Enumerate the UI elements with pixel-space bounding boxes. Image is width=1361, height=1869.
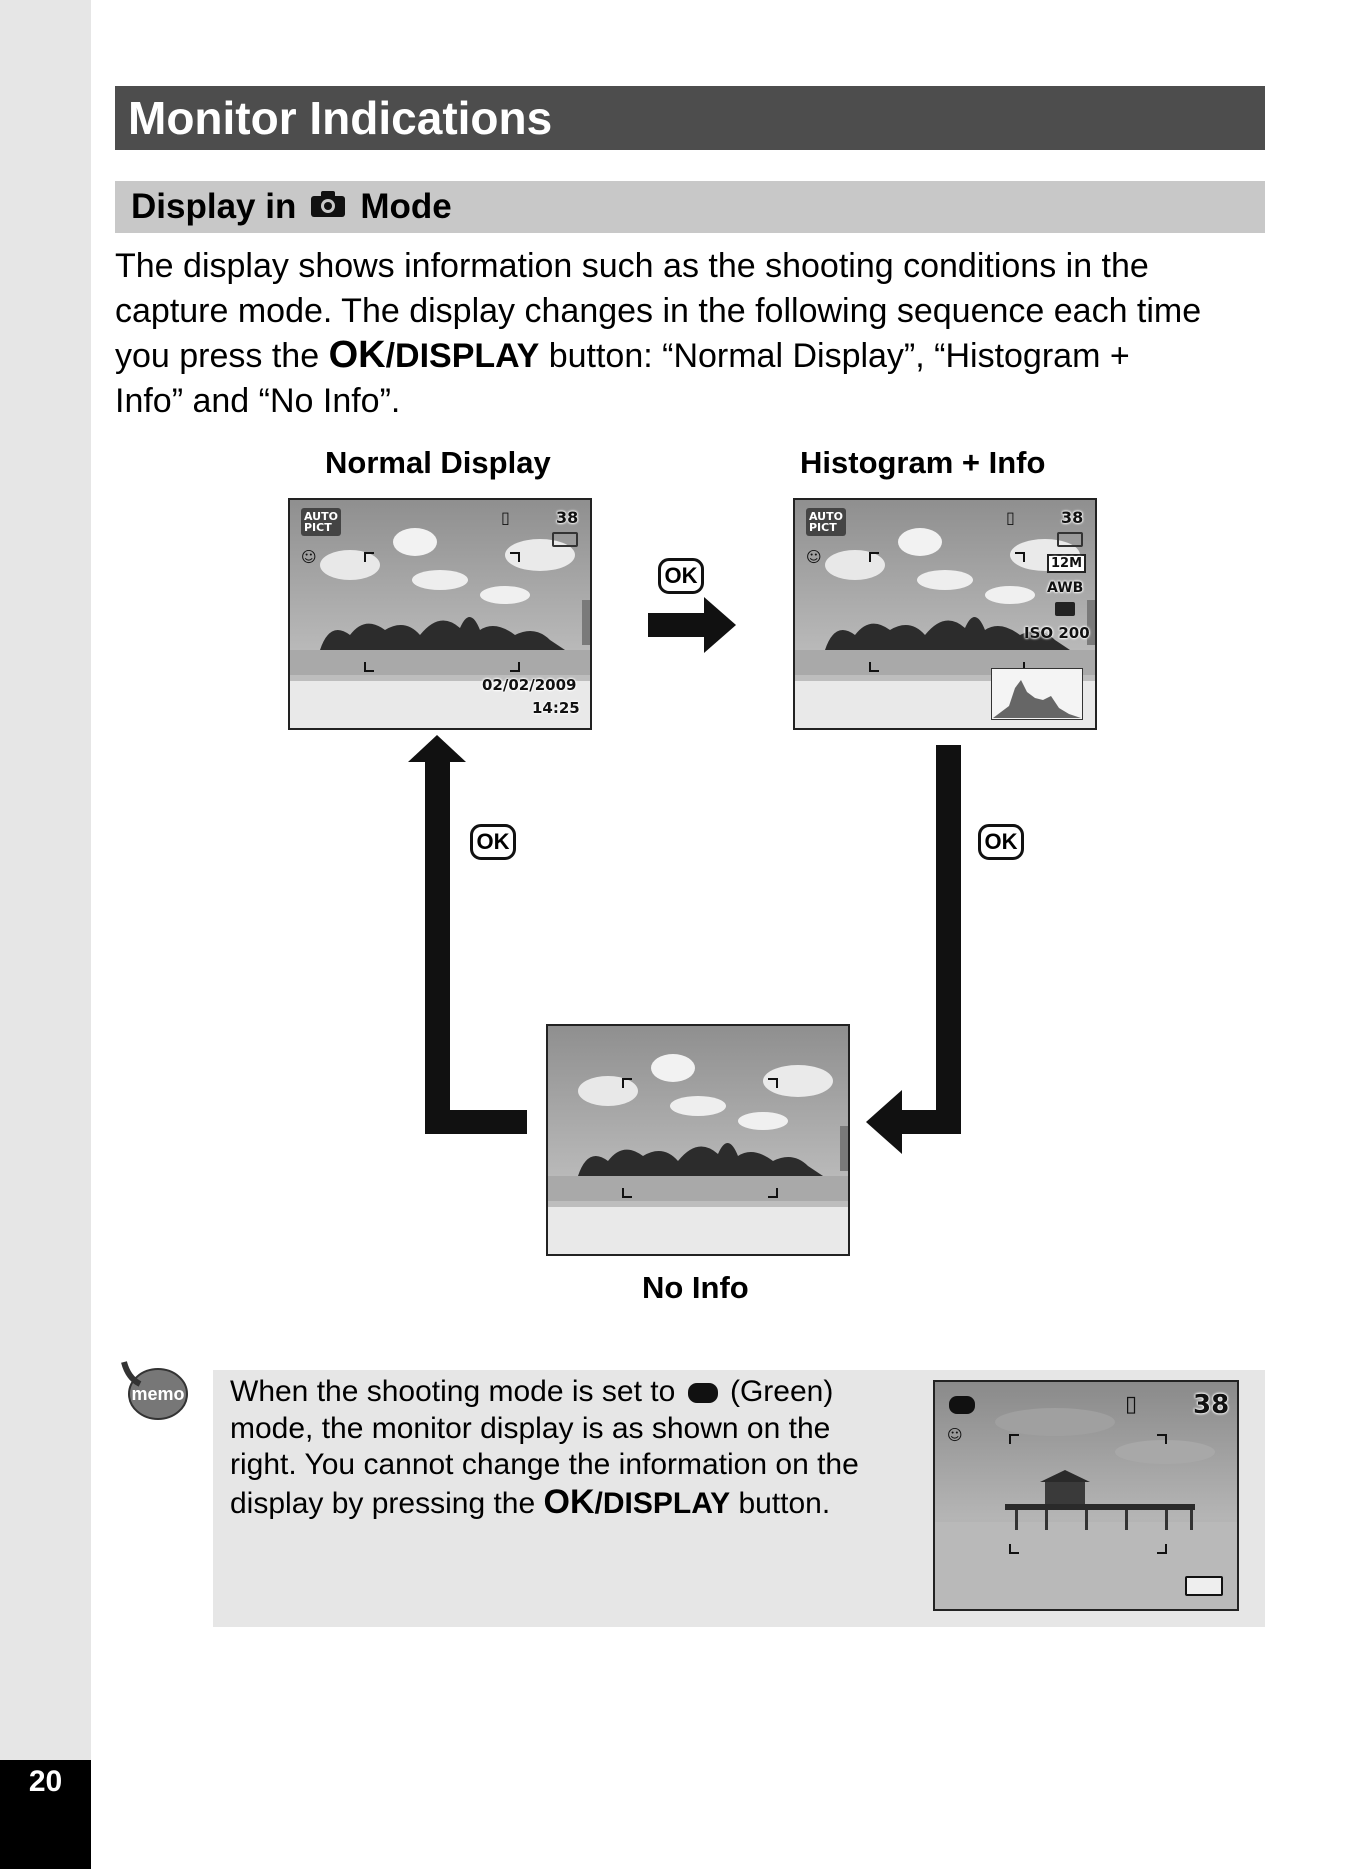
display-key-label: DISPLAY: [602, 1486, 731, 1520]
memo-text-part: display by pressing the: [230, 1486, 544, 1520]
section-heading-suffix: Mode: [360, 187, 452, 226]
right-arrow: [648, 597, 736, 653]
ok-key-label: OK: [328, 334, 386, 376]
memo-line: [230, 1374, 910, 1411]
iso-indicator: ISO 200: [1024, 624, 1090, 642]
ok-key-label: OK: [543, 1482, 595, 1521]
time-stamp: 14:25: [532, 699, 580, 717]
green-mode-screen: [933, 1380, 1239, 1611]
memo-text: [230, 1374, 910, 1522]
page-title: Monitor Indications: [128, 92, 553, 144]
auto-picture-mode-icon: AUTO PICT: [301, 508, 341, 536]
memory-card-icon: ▯: [1125, 1392, 1138, 1417]
memo-line: mode, the monitor display is as shown on the: [230, 1411, 831, 1445]
auto-picture-mode-icon: AUTO PICT: [806, 508, 846, 536]
intro-text: button: “Normal Display”, “Histogram +: [539, 337, 1130, 375]
face-detection-icon: ☺: [806, 548, 822, 566]
memo-icon: [118, 1356, 190, 1422]
focus-frame-bottom-left: [1009, 1544, 1019, 1554]
resolution-indicator: 12M: [1047, 554, 1086, 573]
memo-line: right. You cannot change the information on the: [230, 1448, 859, 1481]
key-slash: /: [594, 1486, 603, 1520]
focus-frame-top-left: [1009, 1434, 1019, 1444]
remaining-shots: 38: [1061, 508, 1084, 527]
remaining-shots: 38: [556, 508, 579, 527]
section-heading-prefix: Display in: [131, 187, 297, 226]
intro-line: capture mode. The display changes in the following sequence each time: [115, 291, 1202, 330]
memory-card-icon: ▯: [501, 508, 510, 527]
key-slash: /: [385, 337, 396, 375]
down-arrow: [866, 745, 961, 1154]
memo-icon-label: memo: [131, 1384, 185, 1404]
ok-button-icon: OK: [658, 558, 704, 594]
green-mode-icon: [688, 1383, 718, 1403]
white-balance-indicator: AWB: [1047, 580, 1084, 596]
battery-icon: [1185, 1576, 1223, 1596]
ok-button-icon: OK: [470, 824, 516, 860]
display-key-label: DISPLAY: [395, 337, 540, 375]
memory-card-icon: ▯: [1006, 508, 1015, 527]
histogram-info-label: Histogram + Info: [800, 445, 1046, 480]
memo-text-part: When the shooting mode is set to: [230, 1375, 676, 1408]
up-arrow: [408, 735, 527, 1134]
date-stamp: 02/02/2009: [482, 676, 577, 694]
ok-button-icon: OK: [978, 824, 1024, 860]
no-info-label: No Info: [642, 1270, 749, 1305]
normal-display-label: Normal Display: [325, 445, 551, 480]
intro-text: you press the: [115, 337, 329, 375]
pier-scene-image: [935, 1382, 1237, 1609]
intro-line: The display shows information such as the shooting conditions in the: [115, 247, 1149, 285]
memo-text-part: button.: [730, 1486, 831, 1520]
face-detection-icon: ☺: [301, 548, 317, 566]
intro-line: Info” and “No Info”.: [115, 381, 401, 420]
memo-text-part: (Green): [729, 1375, 834, 1408]
face-detection-icon: ☺: [947, 1426, 963, 1444]
page-number: 20: [28, 1765, 63, 1798]
remaining-shots: 38: [1193, 1390, 1230, 1420]
memo-line: [230, 1484, 910, 1523]
green-mode-icon: [949, 1396, 975, 1414]
focus-frame-top-right: [1157, 1434, 1167, 1444]
focus-frame-bottom-right: [1157, 1544, 1167, 1554]
